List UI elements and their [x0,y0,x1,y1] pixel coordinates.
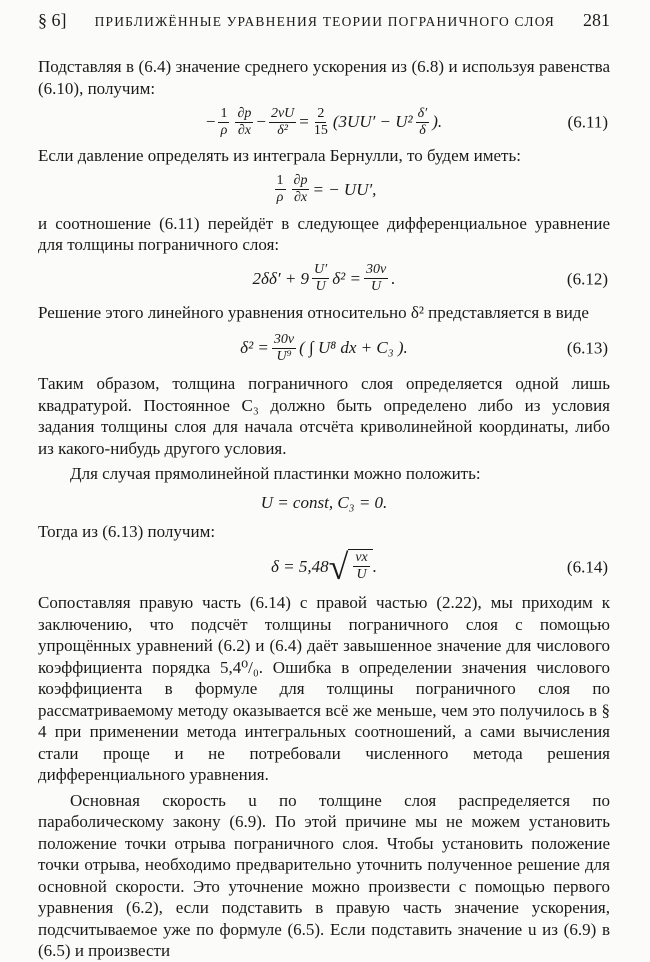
eq614-U: U [356,567,367,582]
equation-bernoulli [38,167,610,213]
eq611-frac-dp-dx [235,106,253,139]
eq611-frac-2-15 [312,106,330,139]
equation-6-14 [38,542,610,592]
eq611-dp: ∂p [237,105,252,121]
eq614-sqrt [329,549,373,585]
eq611-minus: − [205,112,216,132]
book-page [38,10,610,962]
eq613-U9: U⁹ [276,348,292,364]
equation-6-12 [38,256,610,302]
eq611-two: 2 [317,105,325,121]
const-text: U = const, C₃ = 0. [260,492,388,512]
eq611-delta2: δ² [277,122,288,138]
eq611-fifteen: 15 [313,122,328,138]
eq614-radicand [348,549,372,585]
section-marker: § 6] [38,10,67,30]
equation-6-11 [38,99,610,145]
bern-one: 1 [276,173,284,188]
eq611-dprime: δ′ [417,105,428,121]
eq611-body-left: (3UU′ − U² [332,112,413,132]
paragraph-4: Решение этого линейного уравнения относительно δ² представляется в виде [38,302,589,322]
eq611-num: 1 [220,105,228,121]
paragraph-5: Таким образом, толщина пограничного слоя определяется одной лишь квадратурой. Постоянное C₃ должно быть определено либо из условия задания толщины слоя для начала отсчёта криволинейной координаты, либо из какого-нибудь другого условия. [38,374,610,458]
bern-dp: ∂p [293,173,308,188]
bern-rhs: = − UU′, [312,179,377,199]
eq611-delta: δ [419,122,426,138]
eq614-frac-nux-U [353,550,369,583]
paragraph-8: Сопоставляя правую часть (6.14) с правой частью (2.22), мы приходим к заключению, что подсчёт толщины пограничного слоя с помощью упрощённых уравнений (6.2) и (6.4) даёт завышенное значение для числового коэффициента порядка 5,4⁰/₀. Ошибка в определении значения числового коэффициента в формуле для толщины пограничного слоя по рассматриваемому методу оказывается всё же меньше, чем это получилось в § 4 при применении метода интегральных соотношений, а сами вычисления стали проще и не потребовали численного метода решения дифференциального уравнения. [38,593,610,784]
paragraph-7: Тогда из (6.13) получим: [38,521,216,541]
equation-number-6-13: (6.13) [566,338,608,358]
eq612-lhs: 2δδ′ + 9 [252,268,310,288]
paragraph-3: и соотношение (6.11) перейдёт в следующее дифференциальное уравнение для толщины пограничного слоя: [38,213,610,254]
eq611-2nuU: 2νU [270,105,295,121]
eq614-lhs: δ = 5,48 [270,557,329,577]
eq613-frac-30nu-U9 [272,332,296,365]
eq612-frac-Up-U [312,262,329,295]
eq612-U: U [315,279,326,294]
paragraph-6: Для случая прямолинейной пластинки можно положить: [70,464,481,483]
eq612-tail: . [391,268,396,288]
eq611-dx: ∂x [237,122,251,138]
eq611-equals: = [299,112,309,132]
eq611-frac-1-rho [218,106,229,139]
page-number: 281 [583,10,610,30]
eq612-U2: U [371,279,382,294]
eq611-den: ρ [220,122,228,138]
paragraph-1: Подставляя в (6.4) значение среднего ускорения из (6.8) и используя равенства (6.10), получим: [38,57,610,98]
eq611-minus-2: − [256,112,266,132]
bern-rho: ρ [276,190,284,205]
eq612-mid: δ² = [332,268,361,288]
eq613-body: ( ∫ U⁸ dx + C₃ ). [299,338,408,358]
equation-6-13 [38,323,610,373]
bern-dx: ∂x [293,190,308,205]
eq612-30nu: 30ν [365,262,387,277]
page-header [38,10,610,34]
eq611-frac-dprime-delta [416,106,430,139]
eq611-body-right: ). [432,112,443,132]
running-title: ПРИБЛИЖЁННЫЕ УРАВНЕНИЯ ТЕОРИИ ПОГРАНИЧНОГО СЛОЯ [94,14,555,29]
equation-number-6-14: (6.14) [566,557,608,577]
equation-number-6-12: (6.12) [566,268,608,288]
eq614-nux: νx [355,550,368,565]
eq614-tail: . [372,557,378,577]
equation-const [38,485,610,521]
eq611-frac-2nuU [269,106,296,139]
paragraph-9: Основная скорость u по толщине слоя распределяется по параболическому закону (6.9). По этой причине мы не можем установить положение точки отрыва пограничного слоя. Чтобы установить положение точки отрыва, необходимо предварительно уточнить полученное решение для основной скорости. Это уточнение можно произвести с помощью первого уравнения (6.2), если подставить в правую часть значение ускорения, подсчитываемое уже по формуле (6.5). Если подставить значение u из (6.9) в (6.5) и произвести [38,790,610,960]
equation-number-6-11: (6.11) [567,112,608,132]
paragraph-2: Если давление определять из интеграла Бернулли, то будем иметь: [38,146,521,165]
bern-frac-1-rho [275,173,286,206]
eq612-frac-30nu-U [364,262,388,295]
eq613-lhs: δ² = [240,338,269,358]
bern-frac-dp-dx [292,173,310,206]
eq613-30nu: 30ν [273,331,295,347]
eq612-Up: U′ [314,262,328,277]
sqrt-sign-icon: √ [328,547,349,587]
